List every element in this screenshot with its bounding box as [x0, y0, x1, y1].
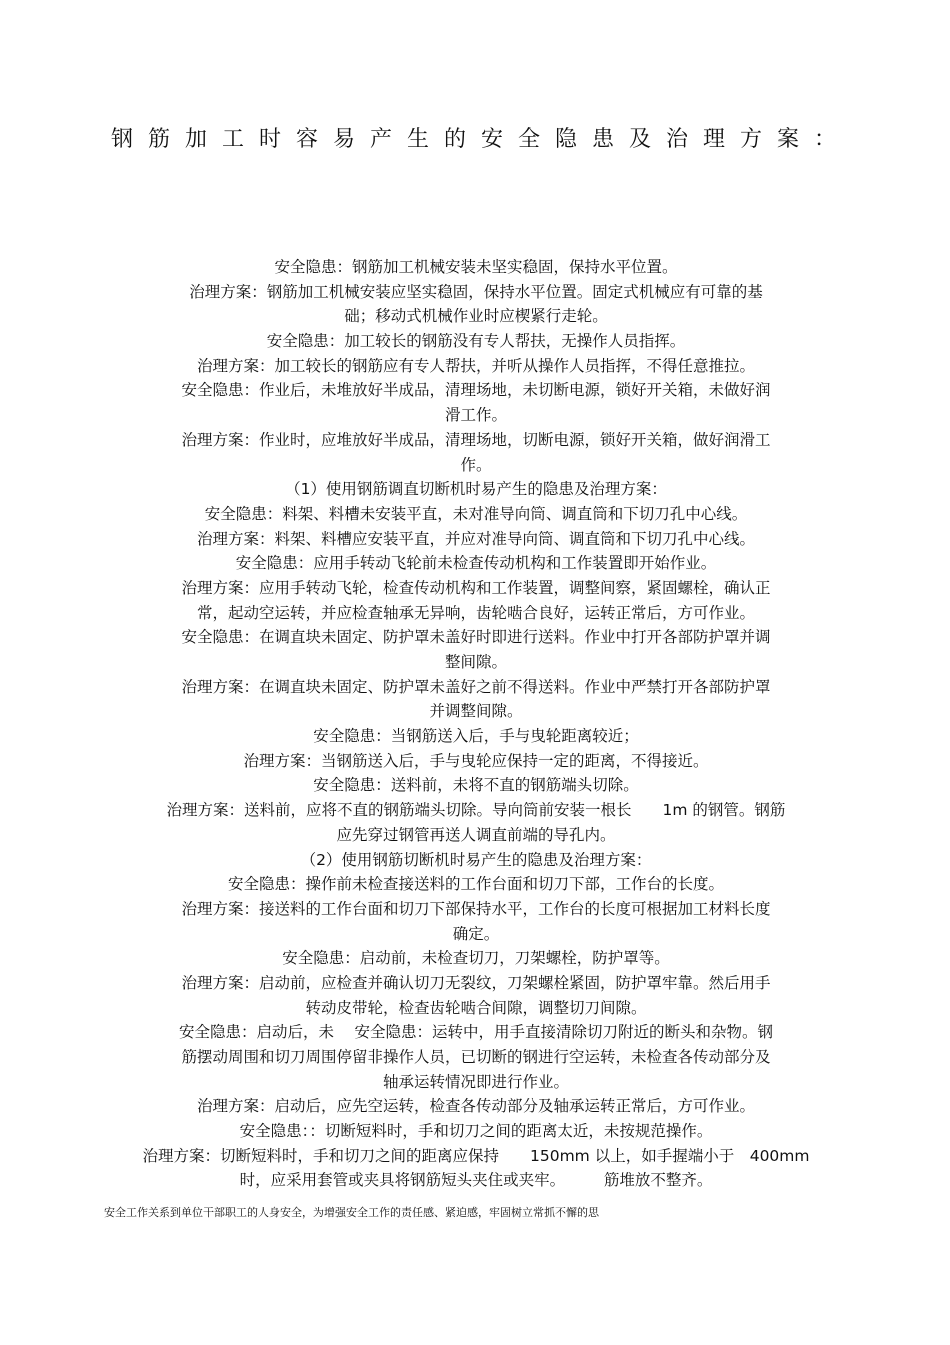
text-line: 安全隐患：钢筋加工机械安装未坚实稳固，保持水平位置。	[274, 258, 678, 276]
text-line: 础；移动式机械作业时应楔紧行走轮。	[344, 307, 608, 326]
text-line: 并调整间隙。	[429, 702, 523, 721]
text-line: 治理方案：当钢筋送入后，手与曳轮应保持一定的距离，不得接近。	[243, 751, 709, 770]
text-line: 转动皮带轮，检查齿轮啮合间隙，调整切刀间隙。	[305, 998, 647, 1017]
text-line: 常，起动空运转，并应检查轴承无异响，齿轮啮合良好，运转正常后，方可作业。	[196, 603, 755, 622]
document-title: 钢筋加工时容易产生的安全隐患及治理方案：	[110, 127, 851, 152]
text-line: 确定。	[452, 924, 500, 943]
text-line: 治理方案：启动后，应先空运转，检查各传动部分及轴承运转正常后，方可作业。	[196, 1097, 755, 1116]
text-line: 治理方案：作业时，应堆放好半成品，清理场地，切断电源，锁好开关箱，做好润滑工	[181, 430, 771, 449]
text-line: 治理方案：送料前，应将不直的钢筋端头切除。导向筒前安装一根长 1m 的钢管。钢筋	[166, 801, 786, 820]
text-line: 安全隐患：送料前，未将不直的钢筋端头切除。	[313, 776, 639, 795]
text-line: 整间隙。	[444, 653, 507, 671]
text-line: 应先穿过钢管再送人调直前端的导孔内。	[336, 825, 616, 844]
document-body	[96, 255, 856, 1193]
text-line: 安全隐患：操作前未检查接送料的工作台面和切刀下部，工作台的长度。	[227, 875, 724, 894]
text-line: 治理方案：切断短料时，手和切刀之间的距离应保持 150mm 以上，如手握端小于 400mm	[142, 1146, 810, 1165]
text-line: 治理方案：料架、料槽应安装平直，并应对准导向筒、调直筒和下切刀孔中心线。	[196, 529, 755, 548]
text-line: 作。	[460, 455, 492, 474]
section-heading: （1）使用钢筋调直切断机时易产生的隐患及治理方案：	[285, 480, 667, 499]
text-line: 安全隐患：当钢筋送入后，手与曳轮距离较近；	[313, 727, 639, 746]
text-line: 安全隐患：作业后，未堆放好半成品，清理场地，未切断电源，锁好开关箱，未做好润	[181, 381, 771, 400]
text-line: 治理方案：在调直块未固定、防护罩未盖好之前不得送料。作业中严禁打开各部防护罩	[181, 677, 771, 696]
text-line: 轴承运转情况即进行作业。	[382, 1072, 569, 1091]
text-line: 治理方案：接送料的工作台面和切刀下部保持水平，工作台的长度可根据加工材料长度	[181, 899, 771, 918]
text-line: 治理方案：加工较长的钢筋应有专人帮扶，并听从操作人员指挥，不得任意推拉。	[196, 356, 755, 375]
text-line: 滑工作。	[444, 406, 507, 425]
text-line: 安全隐患：应用手转动飞轮前未检查传动机构和工作装置即开始作业。	[235, 554, 717, 573]
text-line: 安全隐患：在调直块未固定、防护罩未盖好时即进行送料。作业中打开各部防护罩并调	[181, 628, 771, 647]
text-line: 安全隐患：：切断短料时，手和切刀之间的距离太近，未按规范操作。	[239, 1122, 713, 1141]
text-line: 治理方案：钢筋加工机械安装应坚实稳固，保持水平位置。固定式机械应有可靠的基	[189, 282, 763, 301]
footer-text: 安全工作关系到单位干部职工的人身安全，为增强安全工作的责任感、紧迫感，牢固树立常抓不懈的思	[104, 1206, 599, 1219]
text-line: 安全隐患：加工较长的钢筋没有专人帮扶，无操作人员指挥。	[266, 332, 686, 351]
text-line: 治理方案：应用手转动飞轮，检查传动机构和工作装置，调整间察，紧固螺栓，确认正	[181, 578, 771, 597]
section-heading: （2）使用钢筋切断机时易产生的隐患及治理方案：	[300, 850, 652, 869]
text-line: 治理方案：启动前，应检查并确认切刀无裂纹，刀架螺栓紧固，防护罩牢靠。然后用手	[181, 973, 771, 992]
text-line: 安全隐患：启动前，未检查切刀，刀架螺栓，防护罩等。	[282, 949, 670, 968]
text-line: 安全隐患：料架、料槽未安装平直，未对准导向筒、调直筒和下切刀孔中心线。	[204, 504, 748, 523]
text-line: 时，应采用套管或夹具将钢筋短头夹住或夹牢。 筋堆放不整齐。	[239, 1171, 713, 1190]
text-line: 筋摆动周围和切刀周围停留非操作人员，已切断的钢进行空运转，未检查各传动部分及	[181, 1048, 771, 1066]
text-line: 安全隐患：启动后，未 安全隐患：运转中，用手直接清除切刀附近的断头和杂物。钢	[179, 1023, 773, 1042]
